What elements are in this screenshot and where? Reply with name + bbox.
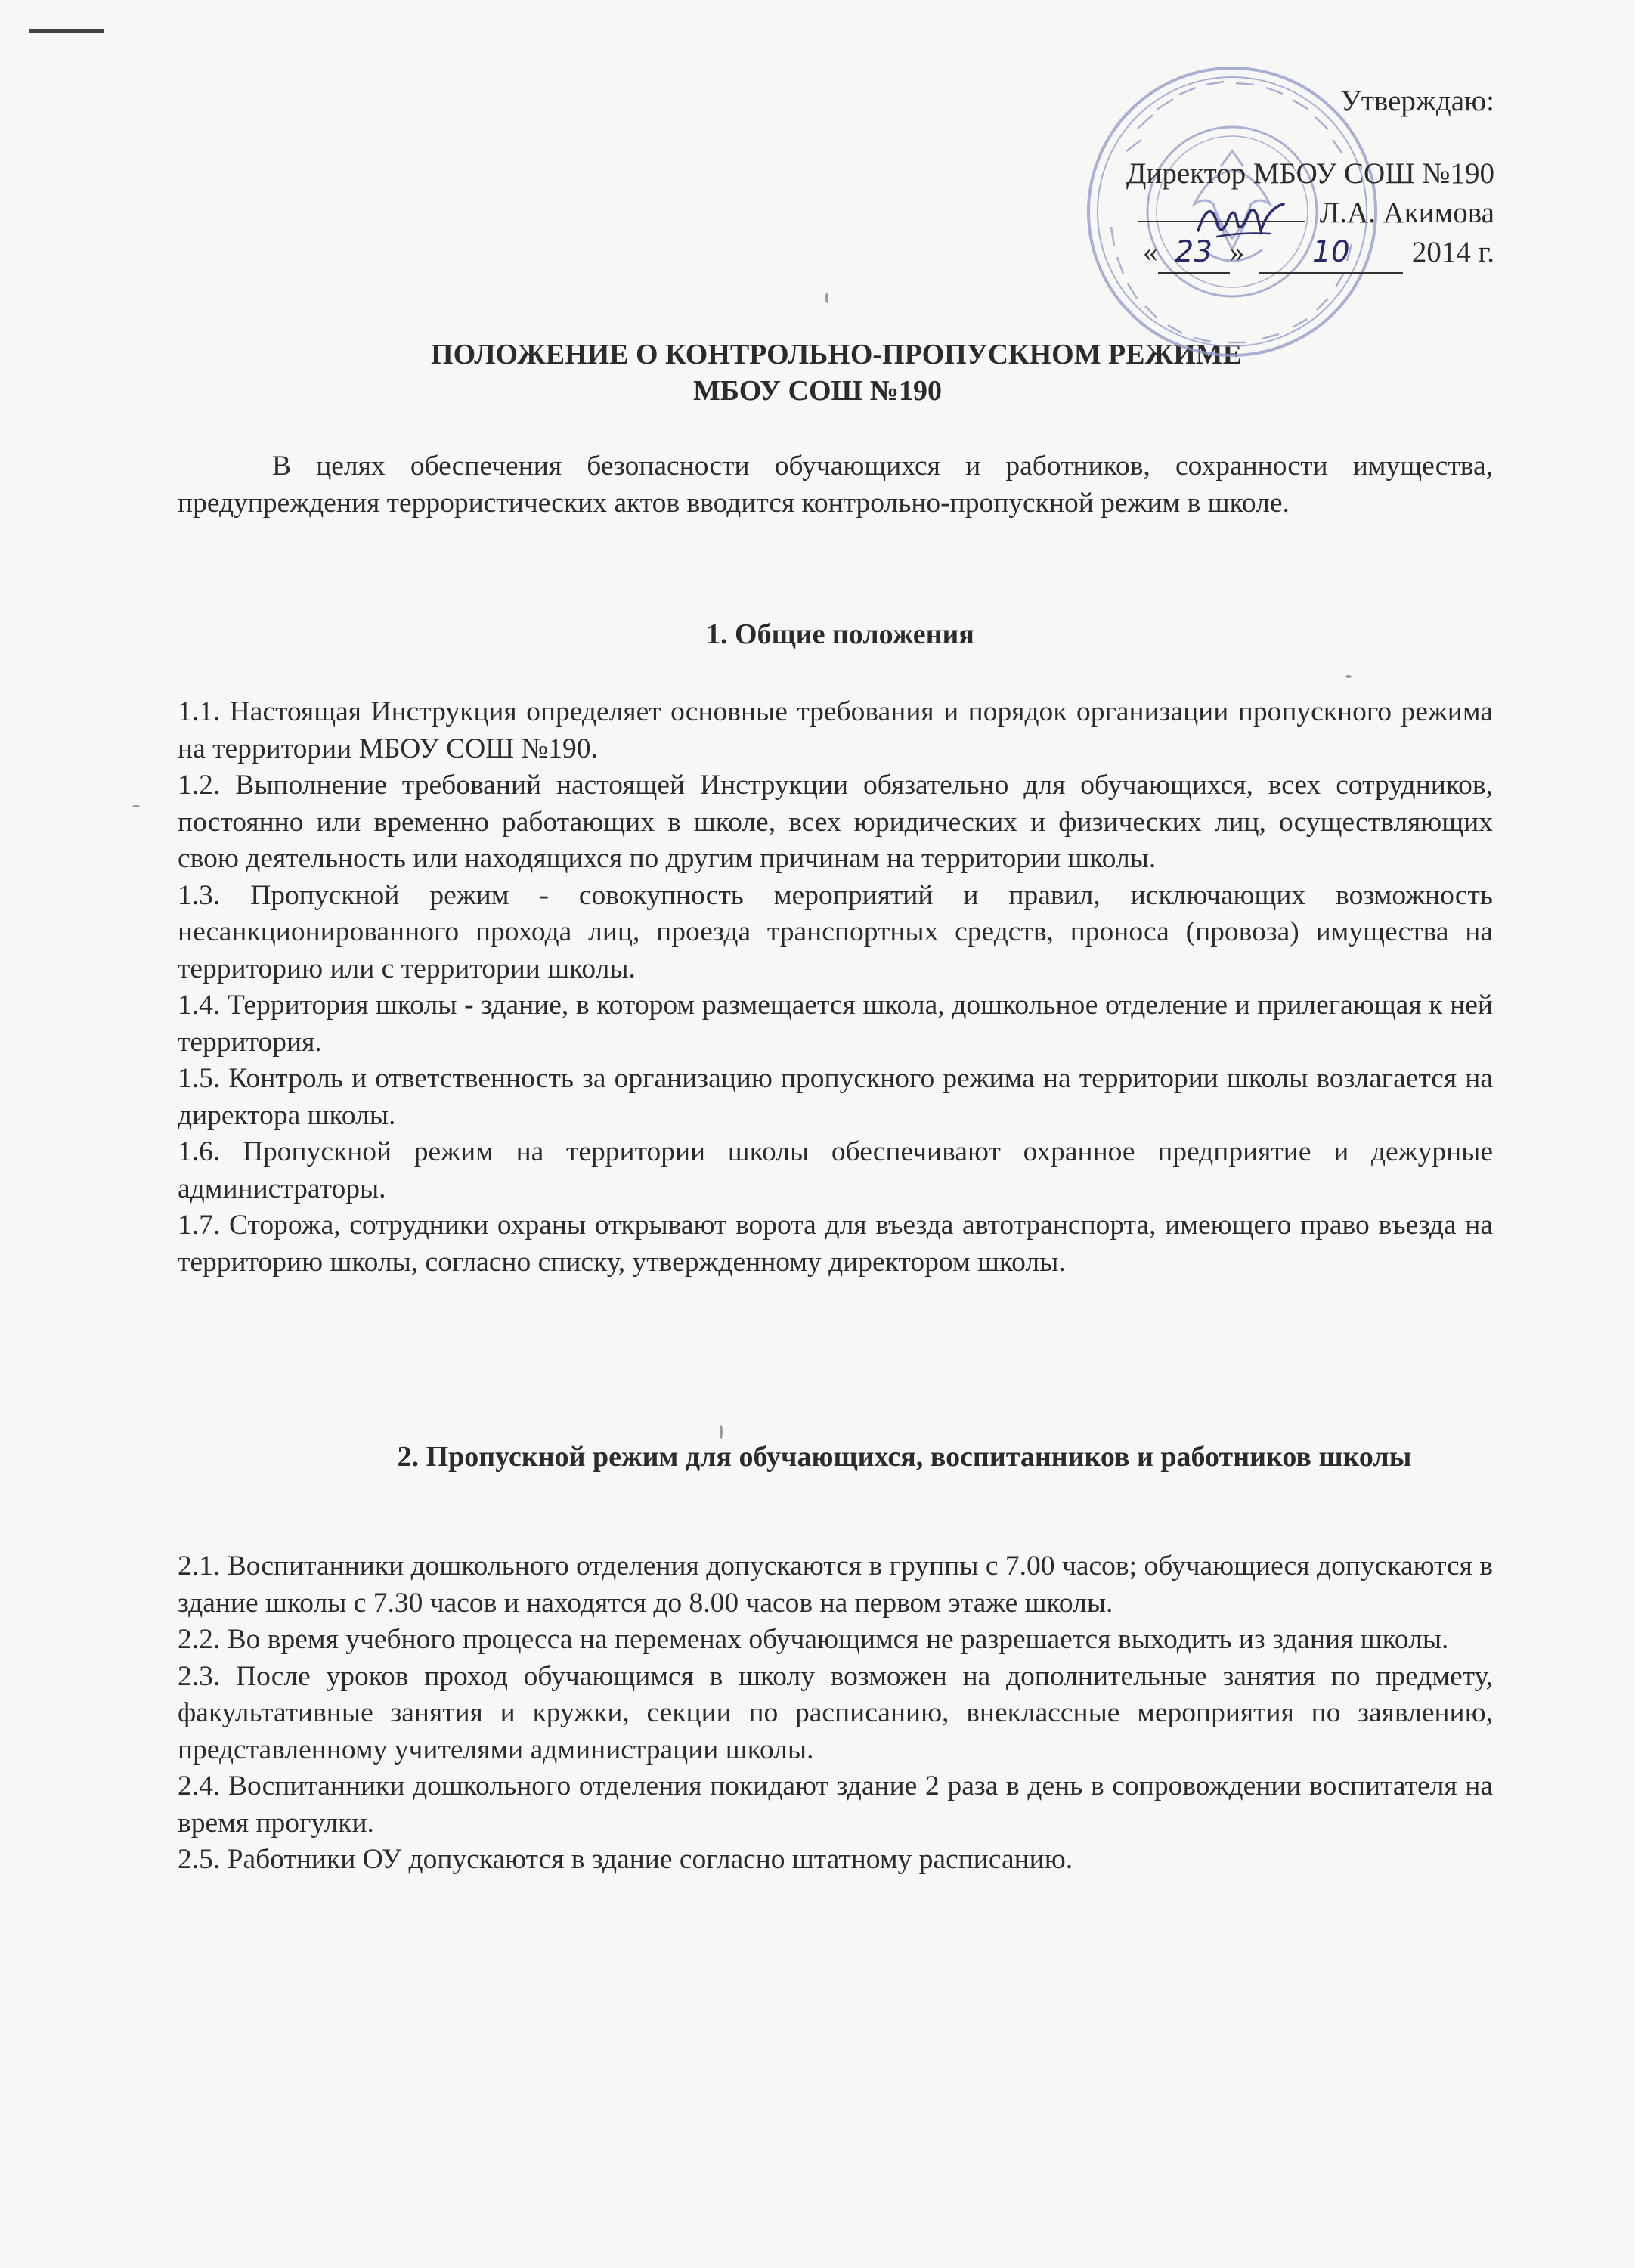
document-title xyxy=(0,336,1635,409)
list-item: 2.1. Воспитанники дошкольного отделения допускаются в группы с 7.00 часов; обучающиеся допускаются в здание школы с 7.30 часов и находятся до 8.00 часов на первом этаже школы. xyxy=(178,1551,1493,1619)
title-line-1: ПОЛОЖЕНИЕ О КОНТРОЛЬНО-ПРОПУСКНОМ РЕЖИМЕ xyxy=(431,339,1242,370)
approval-block xyxy=(1126,82,1494,274)
list-item: 1.2. Выполнение требований настоящей Инструкции обязательно для обучающихся, всех сотрудников, постоянно или временно работающих в школе, всех юридических и физических лиц, осуществляющих свою деятельность или находящихся по другим причинам на территории школы. xyxy=(178,770,1493,874)
scan-speck xyxy=(132,805,140,807)
list-item: 1.1. Настоящая Инструкция определяет основные требования и порядок организации пропускного режима на территории МБОУ СОШ №190. xyxy=(178,696,1493,764)
section-1-list xyxy=(178,694,1493,1281)
approval-date-line: « 23 » 10 2014 г. xyxy=(1126,233,1494,274)
approval-position: Директор МБОУ СОШ №190 xyxy=(1126,157,1494,190)
intro-paragraph: В целях обеспечения безопасности обучающихся и работников, сохранности имущества, предупреждения террористических актов вводится контрольно-пропускной режим в школе. xyxy=(178,451,1493,519)
scan-speck xyxy=(1345,675,1352,678)
section-2-list xyxy=(178,1548,1493,1879)
date-year: 2014 г. xyxy=(1411,236,1494,268)
section-2-heading: 2. Пропускной режим для обучающихся, воспитанников и работников школы xyxy=(397,1441,1412,1473)
list-item: 1.6. Пропускной режим на территории школы обеспечивают охранное предприятие и дежурные администраторы. xyxy=(178,1136,1493,1204)
section-1-heading: 1. Общие положения xyxy=(706,618,974,650)
director-signature-icon xyxy=(1194,193,1293,246)
list-item: 1.7. Сторожа, сотрудники охраны открывают ворота для въезда автотранспорта, имеющего право въезда на территорию школы, согласно списку, утвержденному директором школы. xyxy=(178,1210,1493,1278)
approval-name: Л.А. Акимова xyxy=(1319,197,1494,229)
list-item: 2.4. Воспитанники дошкольного отделения покидают здание 2 раза в день в сопровождении воспитателя на время прогулки. xyxy=(178,1771,1493,1839)
title-line-2: МБОУ СОШ №190 xyxy=(693,375,942,407)
approval-name-line xyxy=(1126,194,1494,233)
list-item: 2.5. Работники ОУ допускаются в здание согласно штатному расписанию. xyxy=(178,1844,1073,1875)
date-month: 10 xyxy=(1259,233,1403,274)
list-item: 1.5. Контроль и ответственность за организацию пропускного режима на территории школы возлагается на директора школы. xyxy=(178,1063,1493,1131)
date-day: 23 xyxy=(1158,233,1230,274)
scan-edge-mark xyxy=(29,29,104,33)
list-item: 1.4. Территория школы - здание, в котором размещается школа, дошкольное отделение и прилегающая к ней территория. xyxy=(178,990,1493,1058)
scan-speck xyxy=(720,1425,723,1439)
list-item: 2.2. Во время учебного процесса на переменах обучающимся не разрешается выходить из здания школы. xyxy=(178,1624,1449,1655)
list-item: 1.3. Пропускной режим - совокупность мероприятий и правил, исключающих возможность несанкционированного прохода лиц, проезда транспортных средств, проноса (провоза) имущества на территорию или с территории школы. xyxy=(178,879,1493,984)
list-item: 2.3. После уроков проход обучающимся в школу возможен на дополнительные занятия по предмету, факультативные занятия и кружки, секции по расписанию, внеклассные мероприятия по заявлению, представленному учителями администрации школы. xyxy=(178,1660,1493,1765)
scan-speck xyxy=(825,293,828,303)
approval-heading: Утверждаю: xyxy=(1340,85,1494,117)
